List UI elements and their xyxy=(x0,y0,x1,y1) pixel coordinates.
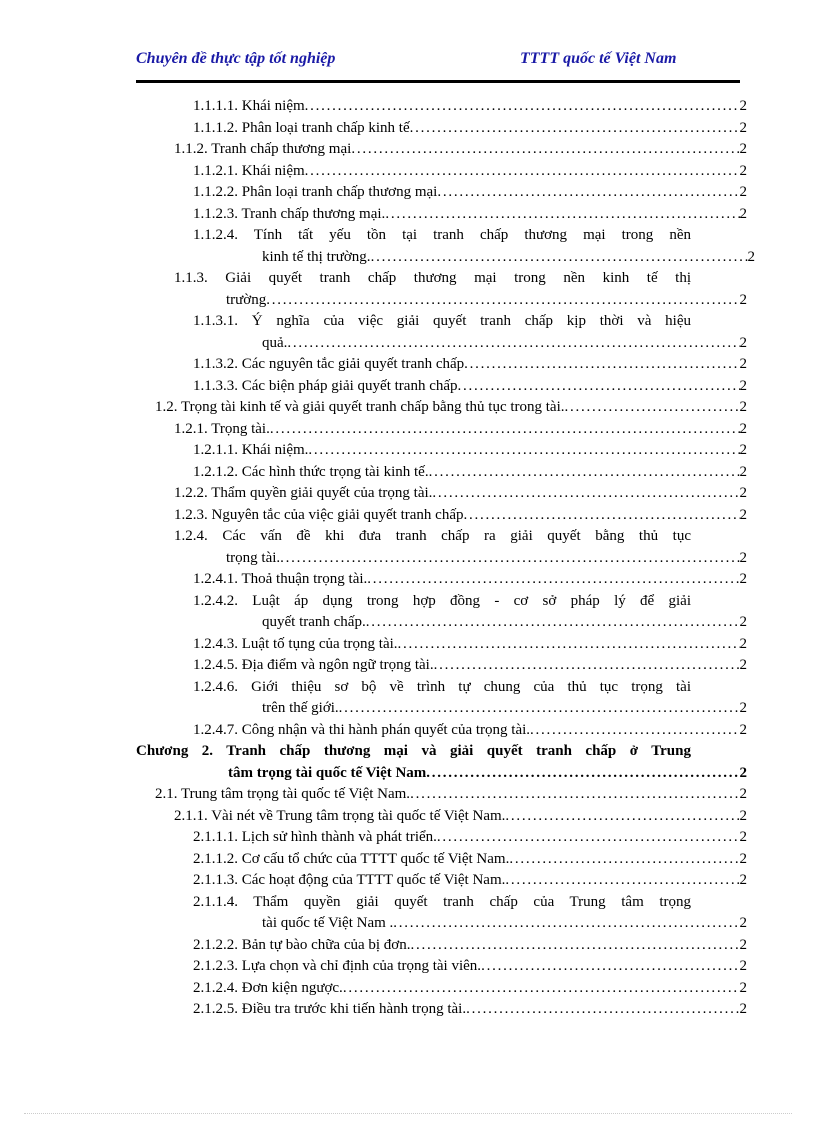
toc-page-number: 2 xyxy=(739,979,747,996)
toc-entry-title: 1.2.1.2. Các hình thức trọng tài kinh tế. xyxy=(193,463,429,480)
dot-leader xyxy=(437,182,739,204)
toc-page-number: 2 xyxy=(739,1001,747,1017)
toc-entry[interactable] xyxy=(193,849,747,871)
toc-entry[interactable] xyxy=(193,935,747,957)
toc-entry-title: 1.2.2. Thẩm quyền giải quyết của trọng tài. xyxy=(174,485,433,501)
toc-entry[interactable] xyxy=(193,118,747,140)
toc-entry[interactable] xyxy=(193,96,747,118)
toc-page-number: 2 xyxy=(739,571,747,587)
toc-entry-title: Chương 2. Tranh chấp thương mại và giải quyết tranh chấp ở Trung xyxy=(136,743,691,759)
toc-page-number: 2 xyxy=(739,936,747,953)
toc-entry-title: 2.1.2.3. Lựa chọn và chỉ định của trọng tài viên. xyxy=(193,958,482,974)
toc-entry-title: 1.1.2.4. Tính tất yếu tồn tại tranh chấp thương mại trong nền xyxy=(193,227,691,243)
dot-leader xyxy=(464,354,739,376)
toc-entry-title: 1.2.4.3. Luật tố tụng của trọng tài. xyxy=(193,635,398,652)
dot-leader xyxy=(466,999,739,1021)
toc-entry[interactable] xyxy=(174,268,747,311)
toc-entry-title: 2.1.1.2. Cơ cấu tổ chức của TTTT quốc tế Việt Nam. xyxy=(193,850,510,867)
toc-entry-title: 1.1.2.2. Phân loại tranh chấp thương mại xyxy=(193,184,438,200)
toc-entry[interactable] xyxy=(155,397,747,419)
dot-leader xyxy=(410,118,740,140)
toc-page-number: 2 xyxy=(739,721,747,738)
toc-page-number: 2 xyxy=(739,485,747,501)
toc-entry[interactable] xyxy=(193,440,747,462)
toc-page-number: 2 xyxy=(739,614,747,630)
toc-entry-title: 2.1.1. Vài nét về Trung tâm trọng tài quốc tế Việt Nam. xyxy=(174,807,506,824)
dot-leader xyxy=(385,204,739,226)
toc-page-number: 2 xyxy=(739,420,747,437)
header-left-title: Chuyên đề thực tập tốt nghiệp xyxy=(136,50,336,67)
toc-entry[interactable] xyxy=(174,483,747,505)
toc-page-number: 2 xyxy=(739,700,747,716)
toc-entry-title: 2.1.1.4. Thẩm quyền giải quyết tranh chấp của Trung tâm trọng xyxy=(193,893,691,910)
dot-leader xyxy=(434,655,740,677)
toc-entry[interactable] xyxy=(174,505,747,527)
toc-entry-title-continued: kinh tế thị trường. xyxy=(262,248,371,265)
dot-leader xyxy=(343,978,740,1000)
toc-entry-title-continued: trên thế giới. xyxy=(262,700,339,716)
toc-entry-title: 2.1.1.1. Lịch sử hình thành và phát triển. xyxy=(193,829,437,845)
toc-page-number: 2 xyxy=(739,442,747,458)
toc-page-number: 2 xyxy=(739,764,747,781)
toc-entry[interactable] xyxy=(193,870,747,892)
toc-entry[interactable] xyxy=(193,655,747,677)
page-bottom-divider xyxy=(24,1113,792,1114)
toc-page-number: 2 xyxy=(739,291,747,308)
toc-entry[interactable] xyxy=(155,784,747,806)
toc-entry-title: 1.1.2. Tranh chấp thương mại xyxy=(174,141,352,157)
dot-leader xyxy=(398,634,740,656)
dot-leader xyxy=(530,720,739,742)
toc-entry[interactable] xyxy=(193,376,747,398)
toc-page-number: 2 xyxy=(739,786,747,802)
toc-entry[interactable] xyxy=(174,139,747,161)
toc-page-number: 2 xyxy=(739,399,747,415)
dot-leader xyxy=(509,849,739,871)
toc-entry-title: 1.2. Trọng tài kinh tế và giải quyết tranh chấp bằng thủ tục trong tài. xyxy=(155,399,565,415)
table-of-contents xyxy=(0,96,816,1021)
dot-leader xyxy=(429,462,740,484)
toc-entry[interactable] xyxy=(193,225,755,268)
toc-entry[interactable] xyxy=(193,311,747,354)
toc-entry-title: 1.2.1.1. Khái niệm. xyxy=(193,442,309,458)
dot-leader xyxy=(266,290,739,312)
toc-page-number: 2 xyxy=(739,119,747,136)
toc-page-number: 2 xyxy=(739,807,747,824)
toc-entry[interactable] xyxy=(193,956,747,978)
dot-leader xyxy=(565,397,740,419)
dot-leader xyxy=(458,376,740,398)
toc-entry-title-continued: quả. xyxy=(262,334,288,351)
dot-leader xyxy=(308,440,739,462)
header-right-title: TTTT quốc tế Việt Nam xyxy=(520,50,677,67)
toc-page-number: 2 xyxy=(739,205,747,222)
toc-entry[interactable] xyxy=(193,827,747,849)
toc-page-number: 2 xyxy=(739,872,747,888)
toc-page-number: 2 xyxy=(739,377,747,394)
toc-entry-title: 2.1.1.3. Các hoạt động của TTTT quốc tế Việt Nam. xyxy=(193,872,506,888)
toc-entry-title: 1.1.2.3. Tranh chấp thương mại. xyxy=(193,205,386,222)
toc-entry[interactable] xyxy=(193,999,747,1021)
toc-entry-title-continued: trường xyxy=(226,291,267,308)
dot-leader xyxy=(367,569,739,591)
toc-entry[interactable] xyxy=(193,591,747,634)
toc-entry-title: 1.2.1. Trọng tài. xyxy=(174,420,270,437)
toc-entry[interactable] xyxy=(174,526,747,569)
toc-page-number: 2 xyxy=(739,635,747,652)
toc-page-number: 2 xyxy=(739,463,747,480)
dot-leader xyxy=(339,698,740,720)
dot-leader xyxy=(366,612,740,634)
toc-entry-title: 1.2.4.7. Công nhận và thi hành phán quyết của trọng tài. xyxy=(193,721,531,738)
toc-entry[interactable] xyxy=(193,569,747,591)
dot-leader xyxy=(371,247,748,269)
toc-page-number: 2 xyxy=(739,506,747,523)
toc-page-number: 2 xyxy=(739,829,747,845)
dot-leader xyxy=(287,333,739,355)
toc-page-number: 2 xyxy=(739,850,747,867)
toc-entry[interactable] xyxy=(193,677,747,720)
dot-leader xyxy=(410,784,739,806)
toc-page-number: 2 xyxy=(739,184,747,200)
dot-leader xyxy=(481,956,739,978)
toc-page-number: 2 xyxy=(739,915,747,931)
dot-leader xyxy=(305,96,740,118)
toc-entry-title-continued: tài quốc tế Việt Nam . xyxy=(262,915,394,931)
toc-entry[interactable] xyxy=(193,892,747,935)
toc-entry-title-continued: trọng tài. xyxy=(226,549,281,566)
header-divider xyxy=(136,80,740,83)
toc-page-number: 2 xyxy=(739,98,747,114)
dot-leader xyxy=(505,806,739,828)
toc-entry-title: 1.1.1.2. Phân loại tranh chấp kinh tế xyxy=(193,119,410,136)
toc-entry-title: 1.2.4.6. Giới thiệu sơ bộ về trình tự chung của thủ tục trọng tài xyxy=(193,678,691,695)
toc-entry-title: 1.2.4.2. Luật áp dụng trong hợp đồng - cơ sở pháp lý để giải xyxy=(193,592,691,609)
toc-entry[interactable] xyxy=(136,741,747,784)
toc-page-number: 2 xyxy=(739,334,747,351)
dot-leader xyxy=(437,827,740,849)
toc-entry-title: 1.1.3.3. Các biện pháp giải quyết tranh chấp xyxy=(193,377,458,394)
toc-entry[interactable] xyxy=(174,806,747,828)
toc-entry[interactable] xyxy=(193,634,747,656)
toc-entry[interactable] xyxy=(193,462,747,484)
toc-entry[interactable] xyxy=(193,978,747,1000)
dot-leader xyxy=(432,483,739,505)
toc-entry-title: 1.2.4. Các vấn đề khi đưa tranh chấp ra giải quyết bằng thủ tục xyxy=(174,528,691,544)
dot-leader xyxy=(270,419,740,441)
dot-leader xyxy=(280,548,739,570)
toc-page-number: 2 xyxy=(739,141,747,157)
toc-entry-title: 1.1.3.2. Các nguyên tắc giải quyết tranh chấp xyxy=(193,356,465,372)
toc-entry-title: 1.1.3. Giải quyết tranh chấp thương mại trong nền kinh tế thị xyxy=(174,270,691,286)
toc-entry-title: 1.2.4.5. Địa điểm và ngôn ngữ trọng tài. xyxy=(193,657,434,673)
toc-entry-title: 1.2.3. Nguyên tắc của việc giải quyết tranh chấp xyxy=(174,506,464,523)
toc-entry-title: 1.1.2.1. Khái niệm xyxy=(193,162,305,179)
toc-entry-title: 1.1.3.1. Ý nghĩa của việc giải quyết tranh chấp kịp thời và hiệu xyxy=(193,313,691,329)
dot-leader xyxy=(505,870,739,892)
dot-leader xyxy=(410,935,739,957)
toc-entry[interactable] xyxy=(193,354,747,376)
toc-entry-title: 2.1.2.5. Điều tra trước khi tiến hành trọng tài. xyxy=(193,1001,467,1017)
toc-entry[interactable] xyxy=(174,419,747,441)
toc-entry-title-continued: quyết tranh chấp. xyxy=(262,614,366,630)
toc-page-number: 2 xyxy=(739,958,747,974)
toc-page-number: 2 xyxy=(739,162,747,179)
toc-entry-title: 2.1. Trung tâm trọng tài quốc tế Việt Nam. xyxy=(155,786,411,802)
toc-entry-title: 2.1.2.4. Đơn kiện ngược. xyxy=(193,979,343,996)
toc-entry[interactable] xyxy=(193,182,747,204)
toc-page-number: 2 xyxy=(747,248,755,265)
toc-entry-title-continued: tâm trọng tài quốc tế Việt Nam xyxy=(228,764,427,781)
toc-entry[interactable] xyxy=(193,161,747,183)
toc-entry[interactable] xyxy=(193,720,747,742)
toc-page-number: 2 xyxy=(739,356,747,372)
toc-page-number: 2 xyxy=(739,549,747,566)
toc-entry[interactable] xyxy=(193,204,747,226)
toc-entry-title: 2.1.2.2. Bản tự bào chữa của bị đơn. xyxy=(193,936,411,953)
dot-leader xyxy=(305,161,740,183)
toc-entry-title: 1.2.4.1. Thoả thuận trọng tài. xyxy=(193,571,368,587)
toc-entry-title: 1.1.1.1. Khái niệm xyxy=(193,98,305,114)
dot-leader xyxy=(463,505,739,527)
toc-page-number: 2 xyxy=(739,657,747,673)
dot-leader xyxy=(393,913,739,935)
dot-leader xyxy=(351,139,739,161)
dot-leader xyxy=(426,763,739,785)
